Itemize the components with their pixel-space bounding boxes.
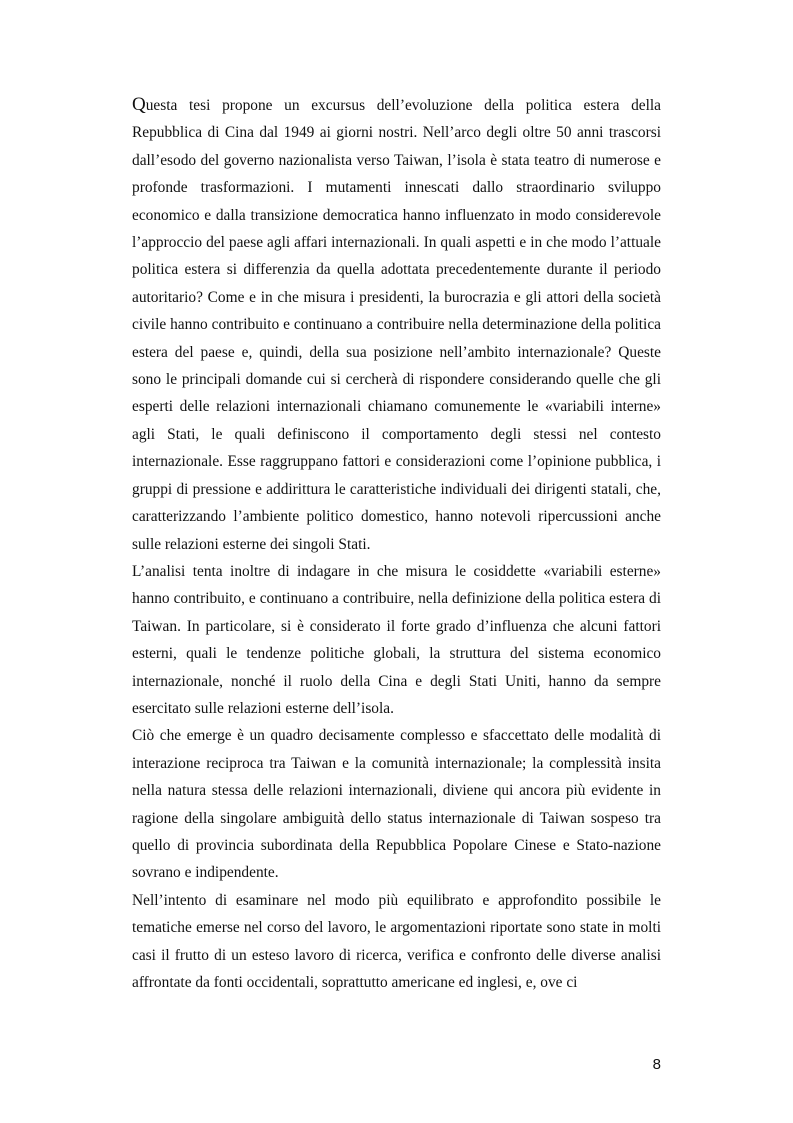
paragraph-intro-text: uesta tesi propone un excursus dell’evoluzione della politica estera della Repubblica di Cina dal 1949 ai giorni nostri. Nell’arco degli oltre 50 anni trascorsi dall’esodo del governo nazionalista verso Taiwan, l’isola è stata teatro di numerose e profonde trasformazioni. I mutamenti innescati dallo straordinario sviluppo economico e dalla transizione democratica hanno influenzato in modo considerevole l’approccio del paese agli affari internazionali. In quali aspetti e in che modo l’attuale politica estera si differenzia da quella adottata precedentemente durante il periodo autoritario? Come e in che misura i presidenti, la burocrazia e gli attori della società civile hanno contribuito e continuano a contribuire nella determinazione della politica estera del paese e, quindi, della sua posizione nell’ambito internazionale? Queste sono le principali domande cui si cercherà di rispondere considerando quelle che gli esperti delle relazioni internazionali chiamano comunemente le «variabili interne» agli Stati, le quali definiscono il comportamento degli stessi nel contesto internazionale. Esse raggruppano fattori e considerazioni come l’opinione pubblica, i gruppi di pressione e addirittura le caratteristiche individuali dei dirigenti statali, che, caratterizzando l’ambiente politico domestico, hanno notevoli ripercussioni anche sulle relazioni esterne dei singoli Stati. <box>132 97 661 553</box>
body-text <box>132 91 661 996</box>
paragraph-complexity: Ciò che emerge è un quadro decisamente complesso e sfaccettato delle modalità di interazione reciproca tra Taiwan e la comunità internazionale; la complessità insita nella natura stessa delle relazioni internazionali, diviene qui ancora più evidente in ragione della singolare ambiguità dello status internazionale di Taiwan sospeso tra quello di provincia subordinata della Repubblica Popolare Cinese e Stato-nazione sovrano e indipendente. <box>132 727 661 882</box>
paragraph-external-variables: L’analisi tenta inoltre di indagare in che misura le cosiddette «variabili esterne» hanno contribuito, e continuano a contribuire, nella definizione della politica estera di Taiwan. In particolare, si è considerato il forte grado d’influenza che alcuni fattori esterni, quali le tendenze politiche globali, la struttura del sistema economico internazionale, nonché il ruolo della Cina e degli Stati Uniti, hanno da sempre esercitato sulle relazioni esterne dell’isola. <box>132 562 661 717</box>
paragraph-initial: Q <box>132 94 146 115</box>
paragraph-methodology: Nell’intento di esaminare nel modo più equilibrato e approfondito possibile le tematiche emerse nel corso del lavoro, le argomentazioni riportate sono state in molti casi il frutto di un esteso lavoro di ricerca, verifica e confronto delle diverse analisi affrontate da fonti occidentali, soprattutto americane ed inglesi, e, ove ci <box>132 891 661 991</box>
page-number: 8 <box>652 1056 661 1073</box>
paragraph-intro <box>132 91 661 558</box>
